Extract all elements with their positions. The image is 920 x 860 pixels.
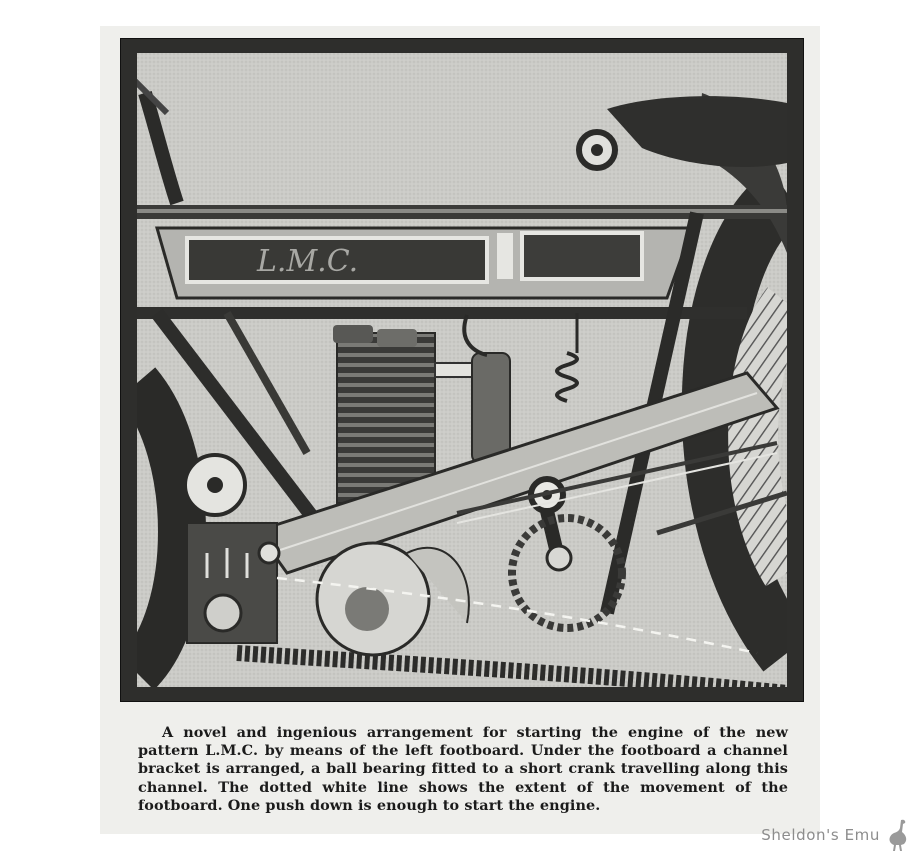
magazine-clipping: [100, 26, 820, 834]
photo-caption: A novel and ingenious arrangement for starting the engine of the new pattern L.M.C. by means of the left footboard. Under the footboard a channel bracket is arranged, a ball bearing fitted to a short crank travelling along this channel. The dotted white line shows the extent of the movement of the footboard. One push down is enough to start the engine.: [138, 724, 788, 814]
motorcycle-photo: [137, 53, 787, 687]
watermark: [761, 818, 910, 852]
emu-icon: [884, 818, 910, 852]
watermark-text: Sheldon's Emu: [761, 826, 880, 844]
motorcycle-illustration: [137, 53, 787, 687]
tank-lettering: L.M.C.: [257, 244, 359, 279]
photo-frame: [120, 38, 804, 702]
